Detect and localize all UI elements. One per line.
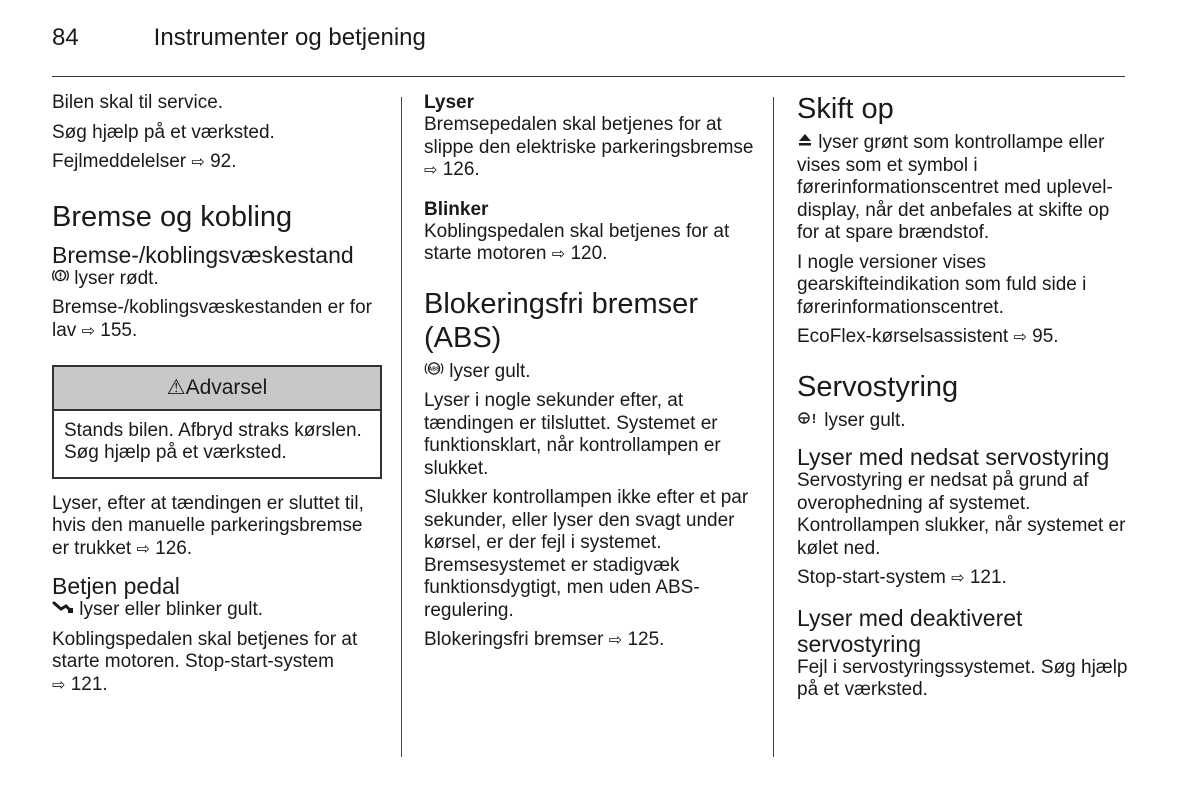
column-divider <box>401 97 402 757</box>
shift-up-text-1: lyser grønt som kontrollampe eller vises som et symbol i førerinformationscentret med uplevel-display, når det anbefales at skifte op for at spare brændstof. <box>797 132 1113 243</box>
warning-box <box>52 365 382 479</box>
servo-title: Servostyring <box>797 370 959 403</box>
abs-text-1: Lyser i nogle sekunder efter, at tændingen er tilsluttet. Systemet er funktionsklart, når kontrollampen er slukket. <box>424 390 721 479</box>
abs-ref: Blokeringsfri bremser ⇨ 125. <box>424 629 665 650</box>
svg-text:ABS: ABS <box>428 366 440 373</box>
power-steering-icon <box>797 410 819 433</box>
column-2 <box>424 92 754 660</box>
page-header <box>52 24 426 52</box>
blinker-text: Koblingspedalen skal betjenes for at starte motoren ⇨ 120. <box>424 220 730 264</box>
abs-icon <box>424 361 444 384</box>
lyser-heading: Lyser <box>424 92 474 113</box>
abs-title: Blokeringsfri bremser (ABS) <box>424 287 698 354</box>
page-reference-icon: ⇨ <box>191 154 205 171</box>
reduced-steering-text: Servostyring er nedsat på grund af overophedning af systemet. Kontrollampen slukker, når systemet er kølet ned. <box>797 470 1126 559</box>
page-reference-icon: ⇨ <box>424 162 438 179</box>
deactivated-steering-heading: Lyser med deaktiveret servostyring <box>797 604 1023 657</box>
page-reference-icon: ⇨ <box>136 540 150 558</box>
page-reference-icon: ⇨ <box>81 322 95 340</box>
column-1 <box>52 92 382 704</box>
warning-triangle-icon: ⚠ <box>166 376 186 399</box>
page-reference-icon: ⇨ <box>608 632 623 649</box>
header-rule <box>52 76 1125 77</box>
abs-indicator: ABS lyser gult. <box>424 361 754 384</box>
svg-text:!: ! <box>811 410 817 425</box>
abs-text-2: Slukker kontrollampen ikke efter et par sekunder, eller lyser den svagt under kørsel, er der fejl i systemet. Bremsesystemet er stadigvæk funktionsdygtigt, men uden ABS-regulering. <box>424 487 749 621</box>
page-reference-icon: ⇨ <box>951 570 965 587</box>
page-reference-icon: ⇨ <box>1013 329 1027 346</box>
error-messages-ref: Fejlmeddelelser ⇨ 92. <box>52 151 237 172</box>
pedal-heading: Betjen pedal <box>52 573 180 599</box>
deactivated-steering-text: Fejl i servostyringssystemet. Søg hjælp på et værksted. <box>797 656 1128 700</box>
stop-start-ref: Stop-start-system ⇨ 121. <box>797 567 1007 588</box>
service-text: Bilen skal til service. <box>52 92 224 113</box>
shift-up-icon <box>797 132 813 155</box>
page-reference-icon: ⇨ <box>52 676 66 694</box>
fluid-level-indicator: lyser rødt. <box>52 268 382 291</box>
pedal-text: Koblingspedalen skal betjenes for at starte motoren. Stop-start-system ⇨ 121. <box>52 628 358 695</box>
clutch-pedal-icon <box>52 599 74 622</box>
page-number: 84 <box>52 24 79 51</box>
servo-indicator: ! lyser gult. <box>797 410 1132 433</box>
column-divider <box>773 97 774 757</box>
blinker-heading: Blinker <box>424 198 489 220</box>
parking-brake-text: Lyser, efter at tændingen er sluttet til, hvis den manuelle parkeringsbremse er trukket ⇨ 126. <box>52 492 364 559</box>
pedal-indicator: lyser eller blinker gult. <box>52 599 382 622</box>
fluid-level-text: Bremse-/koblingsvæskestanden er for lav ⇨ 155. <box>52 297 372 341</box>
brake-fluid-icon <box>52 268 69 291</box>
column-3 <box>797 92 1132 709</box>
warning-header: ⚠Advarsel <box>54 367 380 411</box>
shift-up-title: Skift op <box>797 93 894 125</box>
warning-text: Stands bilen. Afbryd straks kørslen. Søg hjælp på et værksted. <box>64 419 362 463</box>
fluid-level-heading: Bremse-/koblingsvæskestand <box>52 241 354 268</box>
page-reference-icon: ⇨ <box>551 246 566 263</box>
lyser-text: Bremsepedalen skal betjenes for at slippe den elektriske parkeringsbremse ⇨ 126. <box>424 114 754 180</box>
section-title-brakes: Bremse og kobling <box>52 200 293 233</box>
shift-up-text-2: I nogle versioner vises gearskifteindikation som fuld side i førerinformationscentret. <box>797 251 1087 318</box>
workshop-text: Søg hjælp på et værksted. <box>52 121 275 143</box>
chapter-title: Instrumenter og betjening <box>153 24 426 51</box>
ecoflex-ref: EcoFlex-kørselsassistent ⇨ 95. <box>797 326 1059 347</box>
reduced-steering-heading: Lyser med nedsat servostyring <box>797 444 1110 470</box>
